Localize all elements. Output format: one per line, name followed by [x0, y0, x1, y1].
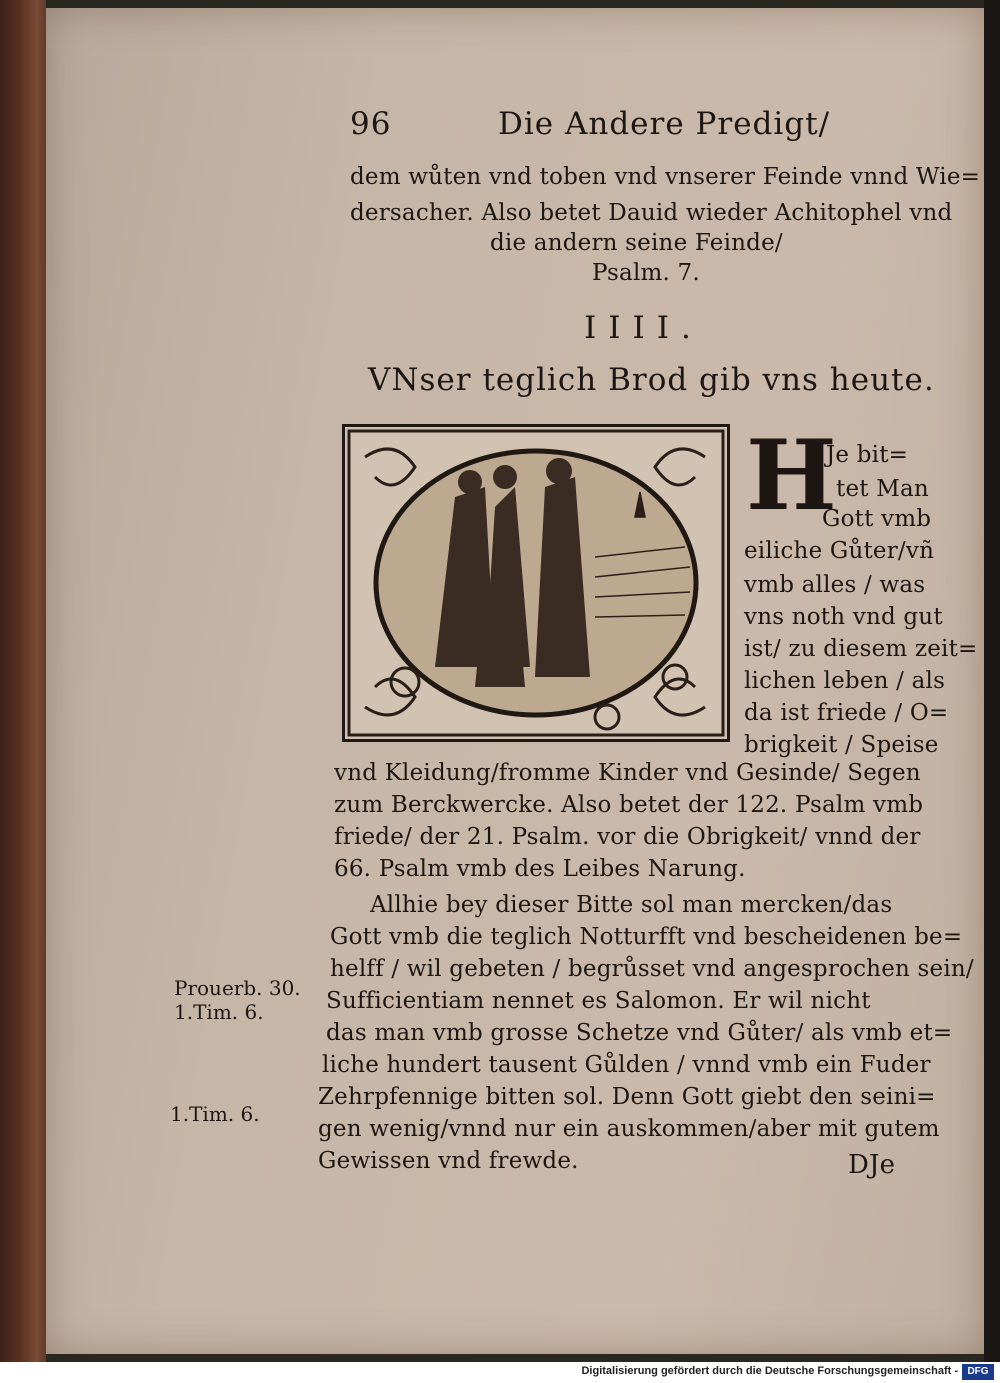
text-line: das man vmb grosse Schetze vnd Gůter/ als vmb et= [326, 1020, 953, 1046]
initial-letter: H [746, 419, 837, 532]
section-number: IIII. [584, 310, 703, 346]
dark-edge [984, 0, 1000, 1362]
book-spine [0, 0, 46, 1362]
text-line: Sufficientiam nennet es Salomon. Er wil nicht [326, 988, 871, 1014]
text-line: helff / wil gebeten / begrůsset vnd angesprochen sein/ [330, 956, 974, 982]
dfg-logo: DFG [962, 1364, 994, 1380]
page-number: 96 [350, 106, 392, 142]
footer-credit: Digitalisierung gefördert durch die Deutsche Forschungsgemeinschaft - [581, 1365, 958, 1377]
text-line: lichen leben / als [744, 668, 946, 694]
text-line: vns noth vnd gut [744, 604, 943, 630]
text-line: die andern seine Feinde/ [490, 230, 783, 256]
section-title: VNser teglich Brod gib vns heute. [368, 362, 935, 398]
text-line: zum Berckwercke. Also betet der 122. Psalm vmb [334, 792, 924, 818]
footer-bar [0, 1362, 1000, 1383]
text-line: Allhie bey dieser Bitte sol man mercken/das [370, 892, 893, 918]
running-head: Die Andere Predigt/ [498, 106, 831, 142]
woodcut-illustration [342, 424, 730, 742]
text-line: vmb alles / was [744, 572, 926, 598]
text-line: Gott vmb [822, 506, 932, 532]
text-line: Gewissen vnd frewde. [318, 1148, 579, 1174]
text-line: Zehrpfennige bitten sol. Denn Gott giebt den seini= [318, 1084, 936, 1110]
text-line: tet Man [836, 476, 929, 502]
catchword: DJe [848, 1150, 896, 1180]
margin-note: 1.Tim. 6. [174, 1000, 264, 1024]
text-line: dem wůten vnd toben vnd vnserer Feinde vnnd Wie= [350, 164, 981, 190]
text-line: 66. Psalm vmb des Leibes Narung. [334, 856, 746, 882]
text-line: brigkeit / Speise [744, 732, 939, 758]
text-line: Gott vmb die teglich Notturfft vnd bescheidenen be= [330, 924, 963, 950]
text-line: eiliche Gůter/vñ [744, 538, 935, 564]
text-line: da ist friede / O= [744, 700, 949, 726]
margin-note: 1.Tim. 6. [170, 1102, 260, 1126]
text-line: dersacher. Also betet Dauid wieder Achitophel vnd [350, 200, 953, 226]
text-line: gen wenig/vnnd nur ein auskommen/aber mit gutem [318, 1116, 940, 1142]
margin-note: Prouerb. 30. [174, 976, 301, 1000]
text-line: liche hundert tausent Gůlden / vnnd vmb ein Fuder [322, 1052, 931, 1078]
text-line: Je bit= [826, 442, 909, 468]
text-line: ist/ zu diesem zeit= [744, 636, 978, 662]
text-line: vnd Kleidung/fromme Kinder vnd Gesinde/ Segen [334, 760, 921, 786]
text-line: Psalm. 7. [592, 260, 700, 286]
text-line: friede/ der 21. Psalm. vor die Obrigkeit/ vnnd der [334, 824, 921, 850]
